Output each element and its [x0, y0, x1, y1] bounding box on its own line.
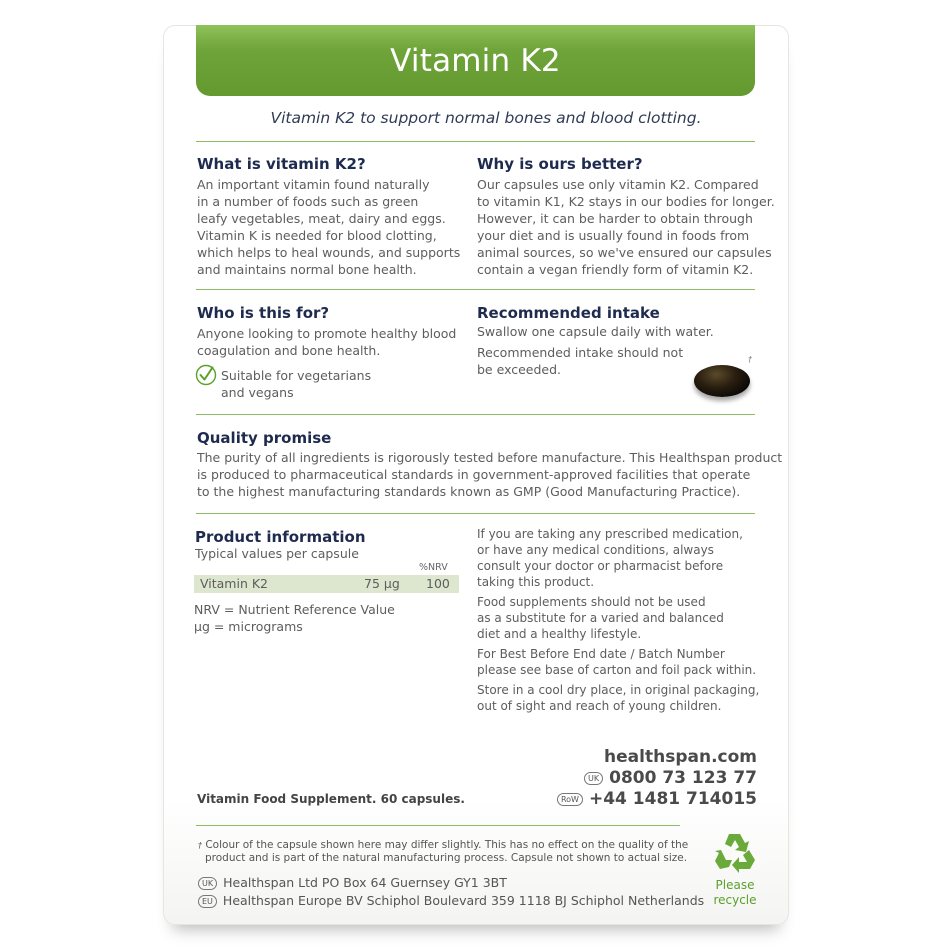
nutrient-nrv: 100: [426, 576, 450, 591]
who-text: Anyone looking to promote healthy blood coagulation and bone health.: [197, 326, 457, 358]
row-phone: +44 1481 714015: [588, 789, 757, 809]
uk-address-badge: UK: [198, 877, 217, 890]
supplement-statement: Vitamin Food Supplement. 60 capsules.: [197, 792, 465, 806]
uk-phone: 0800 73 123 77: [609, 768, 757, 788]
advice-batch: For Best Before End date / Batch Number please see base of carton and foil pack within.: [477, 647, 757, 677]
uk-phone-line: [584, 768, 757, 788]
footnote-mark: †: [198, 841, 202, 850]
divider: [196, 289, 755, 290]
intake-warning: Recommended intake should not be exceeded.: [477, 345, 684, 377]
nutrient-amount: 75 µg: [364, 576, 400, 591]
what-heading: What is vitamin K2?: [197, 155, 366, 173]
eu-address-badge: EU: [198, 895, 217, 908]
divider: [196, 414, 755, 415]
what-text: An important vitamin found naturally in a number of foods such as green leafy vegetables, meat, dairy and eggs. Vitamin K is needed for blood clotting, which helps to heal wounds, and supports and maintains normal bone health.: [197, 177, 461, 277]
recycle-label: Please recycle: [713, 878, 757, 907]
uk-badge: UK: [584, 772, 603, 785]
advice-medication: If you are taking any prescribed medication, or have any medical conditions, always consult your doctor or pharmacist before taking this product.: [477, 527, 743, 589]
product-heading: Product information: [195, 528, 366, 546]
row-badge: RoW: [557, 793, 583, 806]
nrv-column-header: %NRV: [419, 562, 448, 573]
suitable-text: Suitable for vegetarians and vegans: [221, 368, 372, 400]
why-text: Our capsules use only vitamin K2. Compared to vitamin K1, K2 stays in our bodies for longer. However, it can be harder to obtain through your diet and is usually found in foods from animal sources, so we've ensured our capsules contain a vegan friendly form of vitamin K2.: [477, 177, 775, 277]
quality-heading: Quality promise: [197, 429, 332, 447]
advice-supplements: Food supplements should not be used as a substitute for a varied and balanced diet and a healthy lifestyle.: [477, 595, 724, 641]
product-title: Vitamin K2: [390, 42, 561, 79]
divider: [196, 825, 680, 826]
check-circle-icon: [195, 364, 217, 386]
divider: [196, 513, 755, 514]
website: healthspan.com: [604, 747, 757, 767]
address-uk: UK Healthspan Ltd PO Box 64 Guernsey GY1 3BT: [198, 875, 507, 890]
capsule-footnote-mark: †: [748, 355, 752, 364]
title-banner: [196, 25, 755, 96]
divider: [196, 141, 755, 142]
quality-text: The purity of all ingredients is rigorously tested before manufacture. This Healthspan product is produced to pharmaceutical standards in government-approved facilities that operate to the highest manufacturing standards known as GMP (Good Manufacturing Practice).: [197, 450, 783, 499]
product-subheading: Typical values per capsule: [195, 546, 359, 561]
who-heading: Who is this for?: [197, 304, 330, 322]
product-notes: NRV = Nutrient Reference Value µg = micrograms: [194, 602, 395, 634]
address-eu: EU Healthspan Europe BV Schiphol Boulevard 359 1118 BJ Schiphol Netherlands: [198, 893, 704, 908]
nutrient-name: Vitamin K2: [200, 576, 269, 591]
row-phone-line: [557, 789, 757, 809]
tagline: Vitamin K2 to support normal bones and blood clotting.: [270, 109, 702, 127]
advice-storage: Store in a cool dry place, in original packaging, out of sight and reach of young children.: [477, 683, 760, 713]
capsule-image: [694, 365, 750, 397]
nutrient-row: [194, 575, 459, 593]
why-heading: Why is ours better?: [477, 155, 643, 173]
intake-heading: Recommended intake: [477, 304, 660, 322]
footnote: † Colour of the capsule shown here may differ slightly. This has no effect on the quality of the product and is part of the natural manufacturing process. Capsule not shown to actual size.: [198, 839, 689, 864]
intake-line: Swallow one capsule daily with water.: [477, 324, 714, 339]
recycle-icon: [712, 831, 758, 875]
